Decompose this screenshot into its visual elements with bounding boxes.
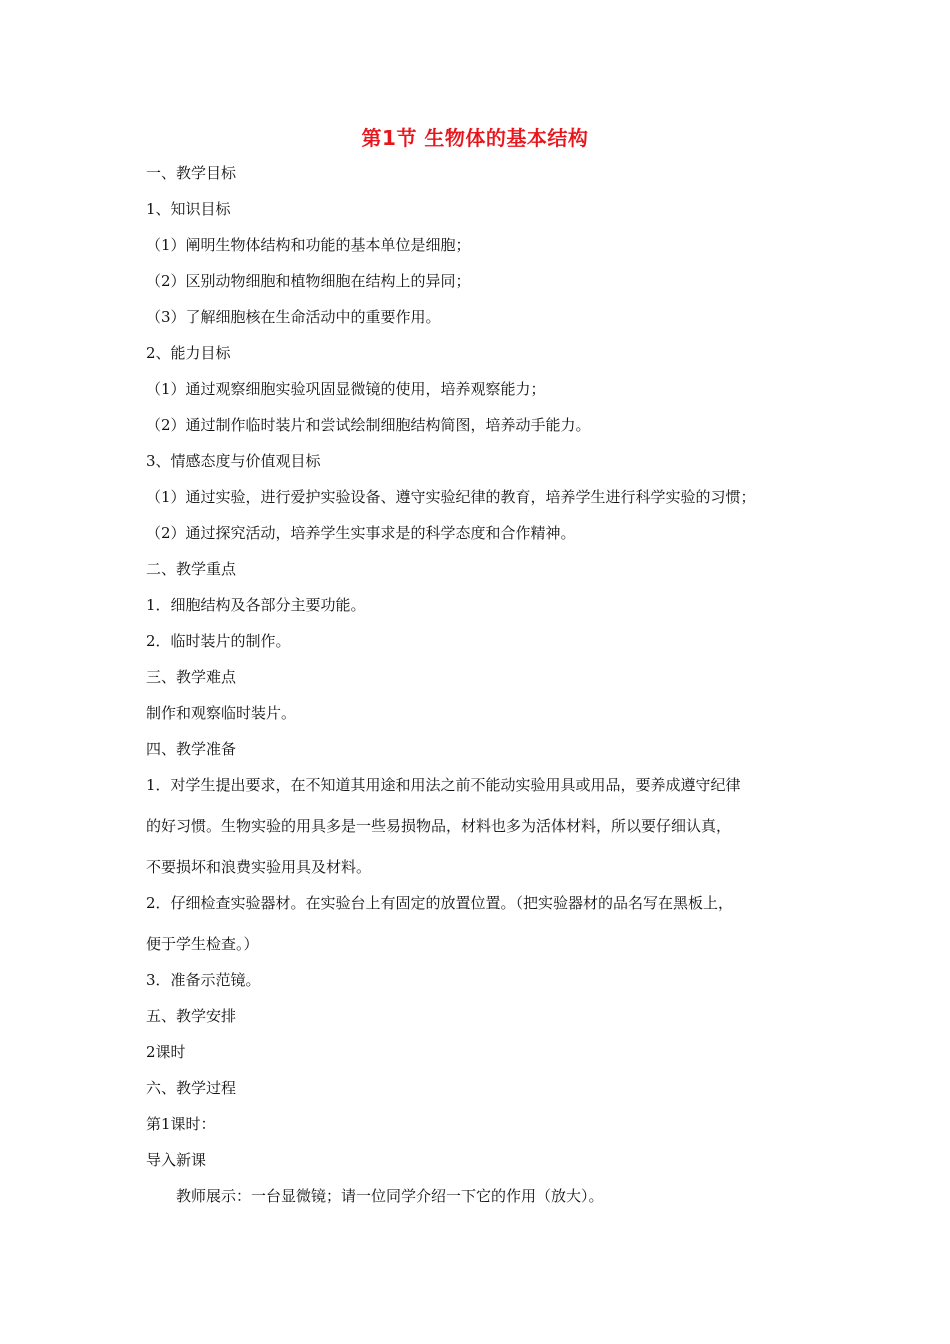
section-heading-key-points: 二、教学重点 — [146, 560, 237, 578]
paragraph-line: 1．对学生提出要求，在不知道其用途和用法之前不能动实验用具或用品，要养成遵守纪律 — [146, 776, 741, 794]
paragraph-line: 2课时 — [146, 1043, 186, 1061]
paragraph-line: 教师展示：一台显微镜；请一位同学介绍一下它的作用（放大）。 — [176, 1187, 604, 1205]
paragraph-line: （1）阐明生物体结构和功能的基本单位是细胞； — [146, 236, 471, 254]
section-heading-difficulties: 三、教学难点 — [146, 668, 237, 686]
paragraph-line: （3）了解细胞核在生命活动中的重要作用。 — [146, 308, 441, 326]
paragraph-line: 便于学生检查。） — [146, 935, 259, 953]
paragraph-line: 导入新课 — [146, 1151, 207, 1169]
paragraph-line: 不要损坏和浪费实验用具及材料。 — [146, 858, 372, 876]
paragraph-line: 3．准备示范镜。 — [146, 971, 261, 989]
paragraph-line: 2．仔细检查实验器材。在实验台上有固定的放置位置。（把实验器材的品名写在黑板上， — [146, 894, 734, 912]
paragraph-line: （2）通过探究活动，培养学生实事求是的科学态度和合作精神。 — [146, 524, 576, 542]
paragraph-line: 1．细胞结构及各部分主要功能。 — [146, 596, 366, 614]
paragraph-line: （2）区别动物细胞和植物细胞在结构上的异同； — [146, 272, 471, 290]
paragraph-line: 的好习惯。生物实验的用具多是一些易损物品，材料也多为活体材料，所以要仔细认真， — [146, 817, 732, 835]
document-title: 第1节 生物体的基本结构 — [361, 126, 589, 150]
subheading-ability: 2、能力目标 — [146, 344, 231, 362]
subheading-attitude: 3、情感态度与价值观目标 — [146, 452, 321, 470]
paragraph-line: 制作和观察临时装片。 — [146, 704, 297, 722]
section-heading-process: 六、教学过程 — [146, 1079, 237, 1097]
paragraph-line: （1）通过观察细胞实验巩固显微镜的使用，培养观察能力； — [146, 380, 546, 398]
paragraph-line: 2．临时装片的制作。 — [146, 632, 291, 650]
paragraph-line: 第1课时： — [146, 1115, 216, 1133]
subheading-knowledge: 1、知识目标 — [146, 200, 231, 218]
paragraph-line: （1）通过实验，进行爱护实验设备、遵守实验纪律的教育，培养学生进行科学实验的习惯； — [146, 488, 756, 506]
section-heading-arrangement: 五、教学安排 — [146, 1007, 237, 1025]
section-heading-preparation: 四、教学准备 — [146, 740, 237, 758]
paragraph-line: （2）通过制作临时装片和尝试绘制细胞结构简图，培养动手能力。 — [146, 416, 591, 434]
section-heading-objectives: 一、教学目标 — [146, 164, 237, 182]
